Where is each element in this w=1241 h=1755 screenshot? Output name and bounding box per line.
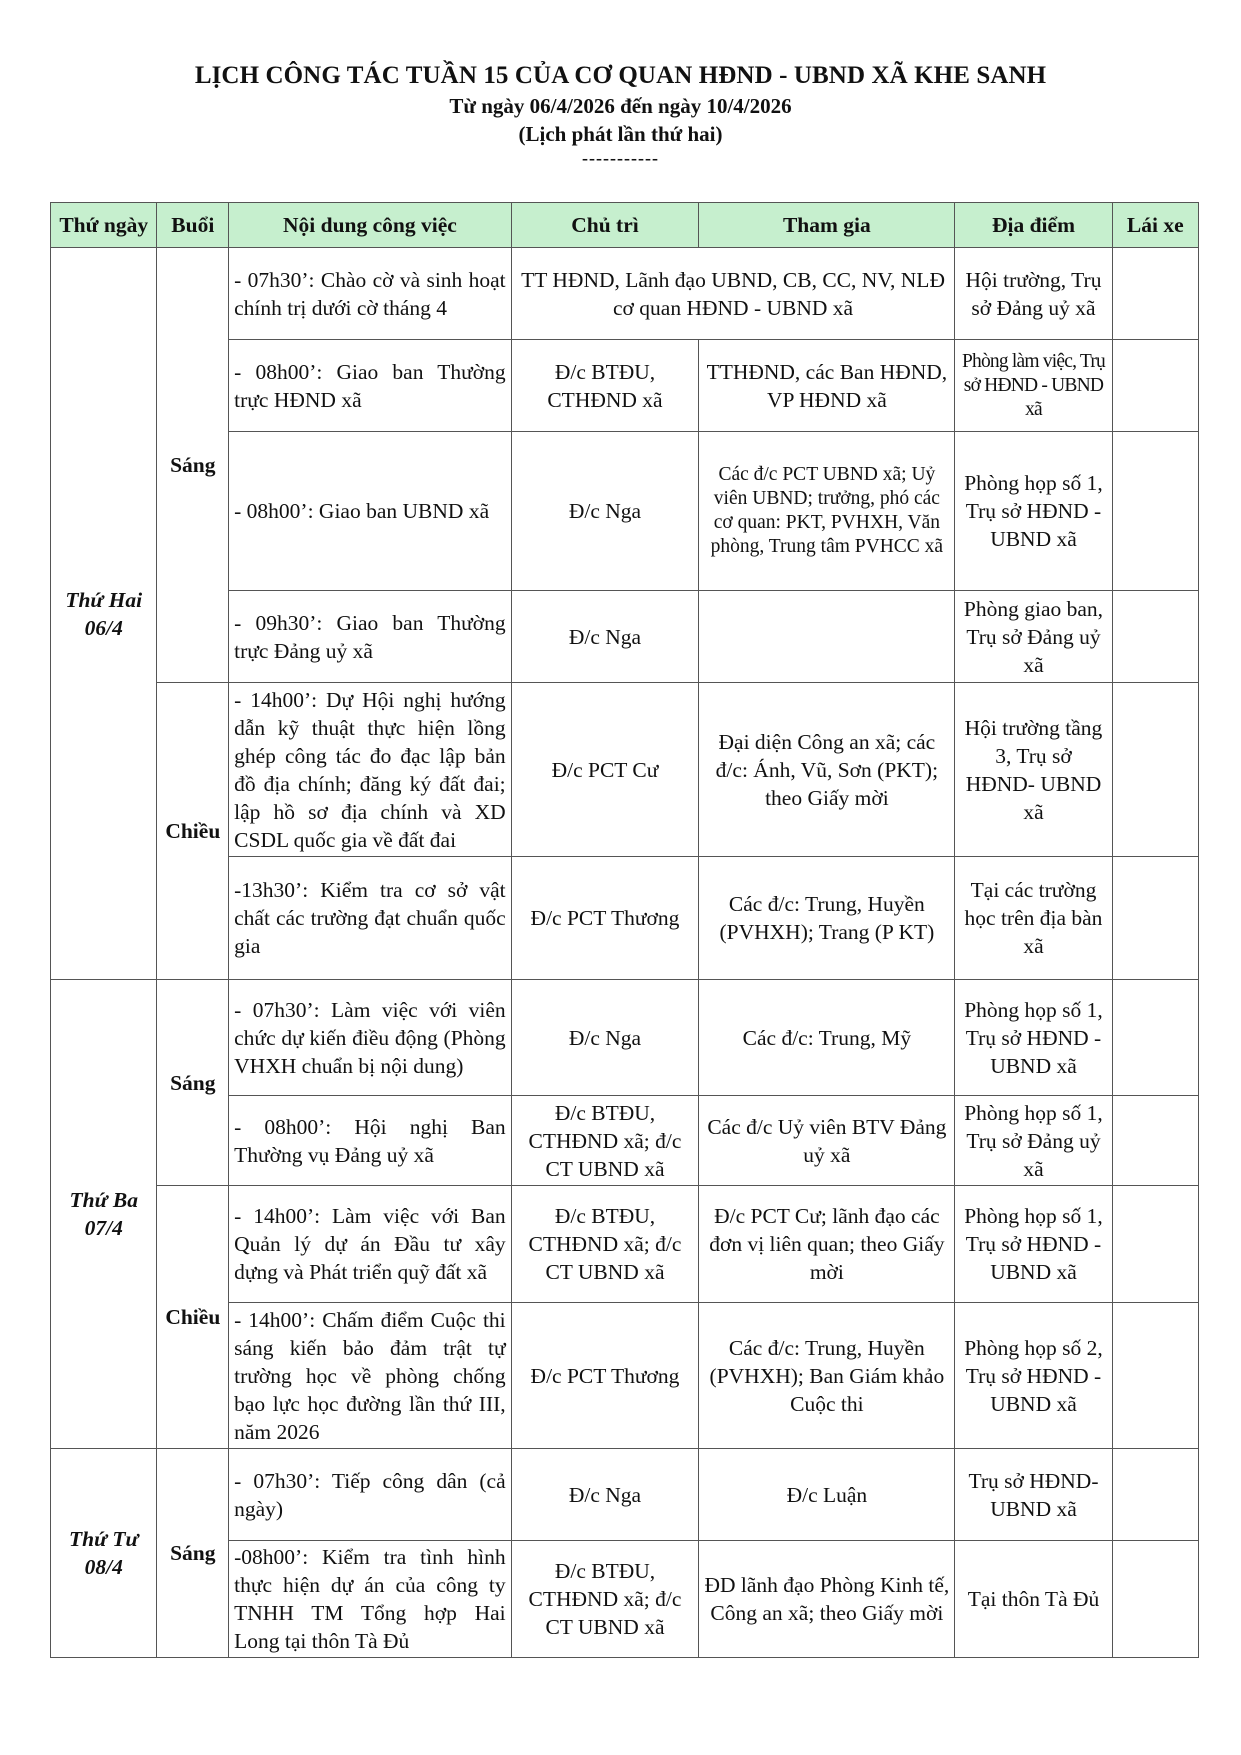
separator-line: ----------- bbox=[582, 148, 659, 168]
day-date: 07/4 bbox=[84, 1216, 123, 1240]
host-cell: Đ/c BTĐU, CTHĐND xã; đ/c CT UBND xã bbox=[511, 1186, 699, 1303]
host-participants-cell: TT HĐND, Lãnh đạo UBND, CB, CC, NV, NLĐ cơ quan HĐND - UBND xã bbox=[511, 248, 955, 340]
content-cell: -13h30’: Kiểm tra cơ sở vật chất các trường đạt chuẩn quốc gia bbox=[229, 857, 512, 980]
host-cell: Đ/c Nga bbox=[511, 1449, 699, 1541]
schedule-table bbox=[50, 202, 1199, 1658]
content-cell: - 07h30’: Tiếp công dân (cả ngày) bbox=[229, 1449, 512, 1541]
host-cell: Đ/c PCT Cư bbox=[511, 683, 699, 857]
content-cell: - 08h00’: Giao ban Thường trực HĐND xã bbox=[229, 340, 512, 432]
day-cell bbox=[51, 980, 157, 1449]
host-cell: Đ/c Nga bbox=[511, 432, 699, 591]
host-cell: Đ/c BTĐU, CTHĐND xã bbox=[511, 340, 699, 432]
day-cell bbox=[51, 1449, 157, 1658]
location-cell: Tại thôn Tà Đủ bbox=[955, 1541, 1112, 1658]
session-cell: Sáng bbox=[157, 1449, 229, 1658]
col-header-host: Chủ trì bbox=[511, 203, 699, 248]
day-name: Thứ Ba bbox=[69, 1188, 138, 1212]
session-cell: Sáng bbox=[157, 248, 229, 683]
participants-cell: ĐD lãnh đạo Phòng Kinh tế, Công an xã; theo Giấy mời bbox=[699, 1541, 955, 1658]
content-cell: - 09h30’: Giao ban Thường trực Đảng uỷ xã bbox=[229, 591, 512, 683]
driver-cell bbox=[1112, 1303, 1198, 1449]
driver-cell bbox=[1112, 1541, 1198, 1658]
participants-cell: Các đ/c: Trung, Huyền (PVHXH); Trang (P KT) bbox=[699, 857, 955, 980]
day-name: Thứ Hai bbox=[65, 587, 143, 612]
location-cell: Phòng họp số 1, Trụ sở HĐND - UBND xã bbox=[955, 1186, 1112, 1303]
document-header bbox=[0, 60, 1241, 168]
content-cell: - 07h30’: Chào cờ và sinh hoạt chính trị dưới cờ tháng 4 bbox=[229, 248, 512, 340]
col-header-session: Buổi bbox=[157, 203, 229, 248]
participants-cell bbox=[699, 591, 955, 683]
driver-cell bbox=[1112, 1096, 1198, 1186]
content-cell: - 14h00’: Dự Hội nghị hướng dẫn kỹ thuật thực hiện lồng ghép công tác đo đạc lập bản đồ địa chính; đăng ký đất đai; lập hồ sơ địa chính và XD CSDL quốc gia về đất đai bbox=[229, 683, 512, 857]
table-row bbox=[51, 248, 1199, 340]
col-header-content: Nội dung công việc bbox=[229, 203, 512, 248]
location-cell: Trụ sở HĐND- UBND xã bbox=[955, 1449, 1112, 1541]
location-cell: Hội trường tầng 3, Trụ sở HĐND- UBND xã bbox=[955, 683, 1112, 857]
session-cell: Chiều bbox=[157, 1186, 229, 1449]
col-header-driver: Lái xe bbox=[1112, 203, 1198, 248]
document-title: LỊCH CÔNG TÁC TUẦN 15 CỦA CƠ QUAN HĐND - UBND XÃ KHE SANH bbox=[194, 62, 1047, 89]
col-header-participants: Tham gia bbox=[699, 203, 955, 248]
driver-cell bbox=[1112, 591, 1198, 683]
content-cell: - 14h00’: Làm việc với Ban Quản lý dự án Đầu tư xây dựng và Phát triển quỹ đất xã bbox=[229, 1186, 512, 1303]
location-cell: Tại các trường học trên địa bàn xã bbox=[955, 857, 1112, 980]
participants-cell: Các đ/c PCT UBND xã; Uỷ viên UBND; trưởng, phó các cơ quan: PKT, PVHXH, Văn phòng, Trung tâm PVHCC xã bbox=[699, 432, 955, 591]
location-cell: Phòng họp số 2, Trụ sở HĐND - UBND xã bbox=[955, 1303, 1112, 1449]
location-cell: Phòng họp số 1, Trụ sở HĐND - UBND xã bbox=[955, 432, 1112, 591]
issue-note: (Lịch phát lần thứ hai) bbox=[518, 122, 723, 146]
participants-cell: Các đ/c: Trung, Mỹ bbox=[699, 980, 955, 1096]
location-cell: Phòng làm việc, Trụ sở HĐND - UBND xã bbox=[955, 340, 1112, 432]
location-cell: Phòng họp số 1, Trụ sở HĐND - UBND xã bbox=[955, 980, 1112, 1096]
date-range: Từ ngày 06/4/2026 đến ngày 10/4/2026 bbox=[449, 94, 792, 118]
col-header-location: Địa điểm bbox=[955, 203, 1112, 248]
driver-cell bbox=[1112, 1186, 1198, 1303]
session-cell: Sáng bbox=[157, 980, 229, 1186]
content-cell: - 07h30’: Làm việc với viên chức dự kiến điều động (Phòng VHXH chuẩn bị nội dung) bbox=[229, 980, 512, 1096]
table-header-row bbox=[51, 203, 1199, 248]
driver-cell bbox=[1112, 857, 1198, 980]
host-cell: Đ/c PCT Thương bbox=[511, 857, 699, 980]
host-cell: Đ/c Nga bbox=[511, 980, 699, 1096]
table-row bbox=[51, 1449, 1199, 1541]
driver-cell bbox=[1112, 340, 1198, 432]
content-cell: - 14h00’: Chấm điểm Cuộc thi sáng kiến bảo đảm trật tự trường học về phòng chống bạo lực học đường lần thứ III, năm 2026 bbox=[229, 1303, 512, 1449]
content-cell: - 08h00’: Hội nghị Ban Thường vụ Đảng uỷ xã bbox=[229, 1096, 512, 1186]
location-cell: Hội trường, Trụ sở Đảng uỷ xã bbox=[955, 248, 1112, 340]
col-header-day: Thứ ngày bbox=[51, 203, 157, 248]
table-row bbox=[51, 683, 1199, 857]
host-cell: Đ/c PCT Thương bbox=[511, 1303, 699, 1449]
table-row bbox=[51, 980, 1199, 1096]
driver-cell bbox=[1112, 248, 1198, 340]
table-row bbox=[51, 1186, 1199, 1303]
day-name: Thứ Tư bbox=[69, 1527, 139, 1551]
driver-cell bbox=[1112, 980, 1198, 1096]
participants-cell: TTHĐND, các Ban HĐND, VP HĐND xã bbox=[699, 340, 955, 432]
host-cell: Đ/c Nga bbox=[511, 591, 699, 683]
content-cell: - 08h00’: Giao ban UBND xã bbox=[229, 432, 512, 591]
location-cell: Phòng giao ban, Trụ sở Đảng uỷ xã bbox=[955, 591, 1112, 683]
driver-cell bbox=[1112, 683, 1198, 857]
participants-cell: Đ/c Luận bbox=[699, 1449, 955, 1541]
day-cell bbox=[51, 248, 157, 980]
host-cell: Đ/c BTĐU, CTHĐND xã; đ/c CT UBND xã bbox=[511, 1096, 699, 1186]
driver-cell bbox=[1112, 1449, 1198, 1541]
host-cell: Đ/c BTĐU, CTHĐND xã; đ/c CT UBND xã bbox=[511, 1541, 699, 1658]
day-date: 08/4 bbox=[84, 1555, 123, 1579]
participants-cell: Các đ/c Uỷ viên BTV Đảng uỷ xã bbox=[699, 1096, 955, 1186]
session-cell: Chiều bbox=[157, 683, 229, 980]
participants-cell: Đại diện Công an xã; các đ/c: Ánh, Vũ, Sơn (PKT); theo Giấy mời bbox=[699, 683, 955, 857]
participants-cell: Đ/c PCT Cư; lãnh đạo các đơn vị liên quan; theo Giấy mời bbox=[699, 1186, 955, 1303]
day-date: 06/4 bbox=[84, 615, 123, 640]
location-cell: Phòng họp số 1, Trụ sở Đảng uỷ xã bbox=[955, 1096, 1112, 1186]
driver-cell bbox=[1112, 432, 1198, 591]
participants-cell: Các đ/c: Trung, Huyền (PVHXH); Ban Giám khảo Cuộc thi bbox=[699, 1303, 955, 1449]
content-cell: -08h00’: Kiểm tra tình hình thực hiện dự án của công ty TNHH TM Tổng hợp Hai Long tại thôn Tà Đủ bbox=[229, 1541, 512, 1658]
